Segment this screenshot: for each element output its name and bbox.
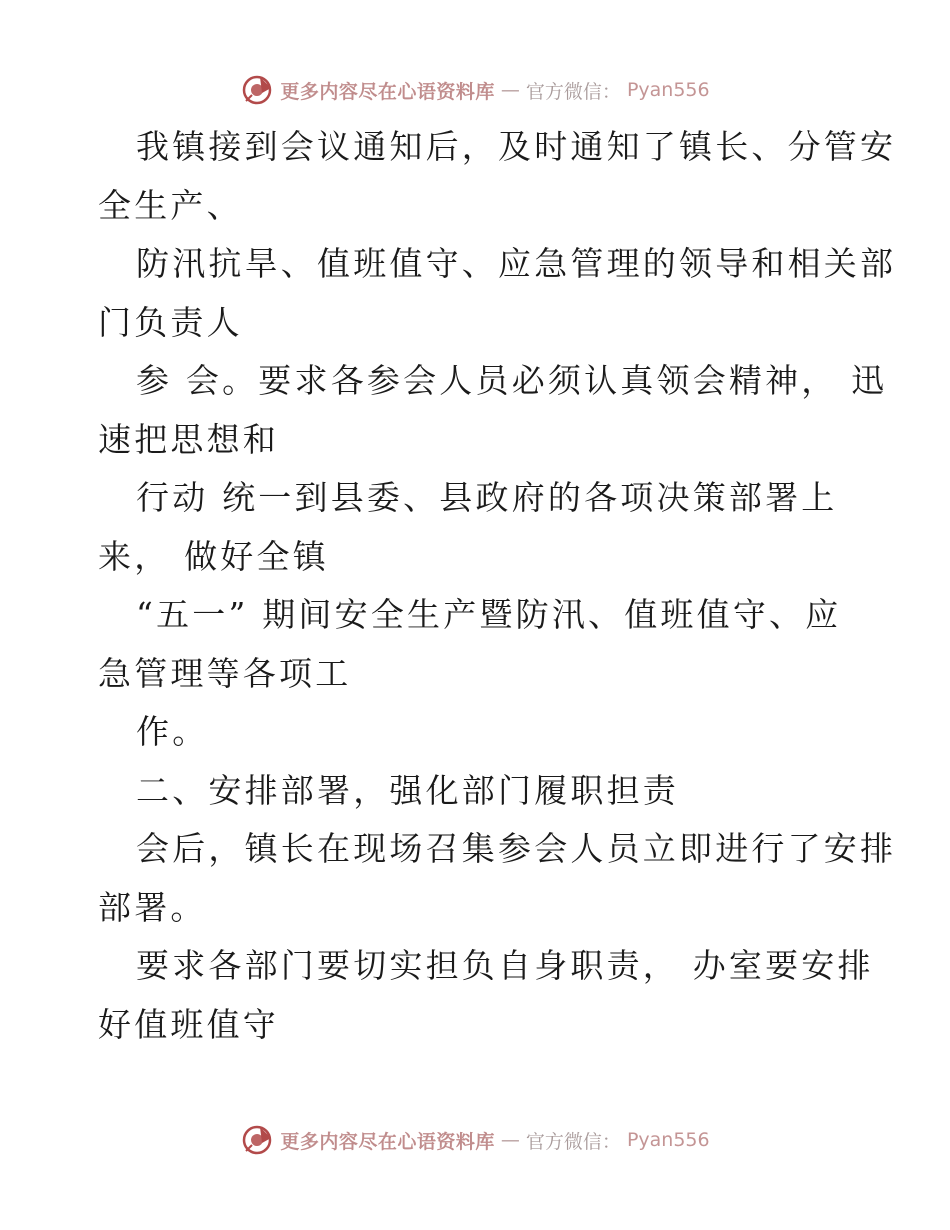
text-line: 防汛抗旱、值班值守、应急管理的领导和相关部 — [136, 244, 897, 283]
text-line: 全生产、 — [98, 185, 243, 225]
text-line: 好值班值守 — [98, 1004, 279, 1044]
text-line: 要求各部门要切实担负自身职责， 办室要安排 — [136, 946, 874, 985]
watermark-dash: — — [500, 79, 520, 101]
document-body — [98, 118, 897, 1054]
text-line: 来， 做好全镇 — [98, 536, 329, 576]
text-line: 二、安排部署，强化部门履职担责 — [136, 770, 679, 810]
text-line: “五一” 期间安全生产暨防汛、值班值守、应 — [136, 595, 842, 634]
watermark-label: 官方微信： — [525, 1130, 621, 1153]
text-line: 会后，镇长在现场召集参会人员立即进行了安排 — [136, 829, 897, 868]
watermark-brand: 更多内容尽在心语资料库 — [280, 80, 495, 103]
text-line: 作。 — [136, 712, 209, 751]
text-line: 速把思想和 — [98, 419, 279, 459]
pen-logo-icon — [240, 1123, 274, 1157]
watermark-id: Pyan556 — [626, 1129, 710, 1151]
text-line: 行动 统一到县委、县政府的各项决策部署上 — [136, 478, 838, 517]
watermark-id: Pyan556 — [626, 79, 710, 101]
text-line: 门负责人 — [98, 302, 243, 342]
footer-watermark — [0, 1120, 950, 1160]
watermark-brand: 更多内容尽在心语资料库 — [280, 1130, 495, 1153]
text-line: 部署。 — [98, 887, 207, 927]
watermark-label: 官方微信： — [525, 80, 621, 103]
pen-logo-icon — [240, 73, 274, 107]
text-line: 我镇接到会议通知后，及时通知了镇长、分管安 — [136, 127, 897, 166]
text-line: 参 会。要求各参会人员必须认真领会精神， 迅 — [136, 361, 888, 400]
header-watermark — [0, 70, 950, 110]
watermark-dash: — — [500, 1129, 520, 1151]
text-line: 急管理等各项工 — [98, 653, 352, 693]
